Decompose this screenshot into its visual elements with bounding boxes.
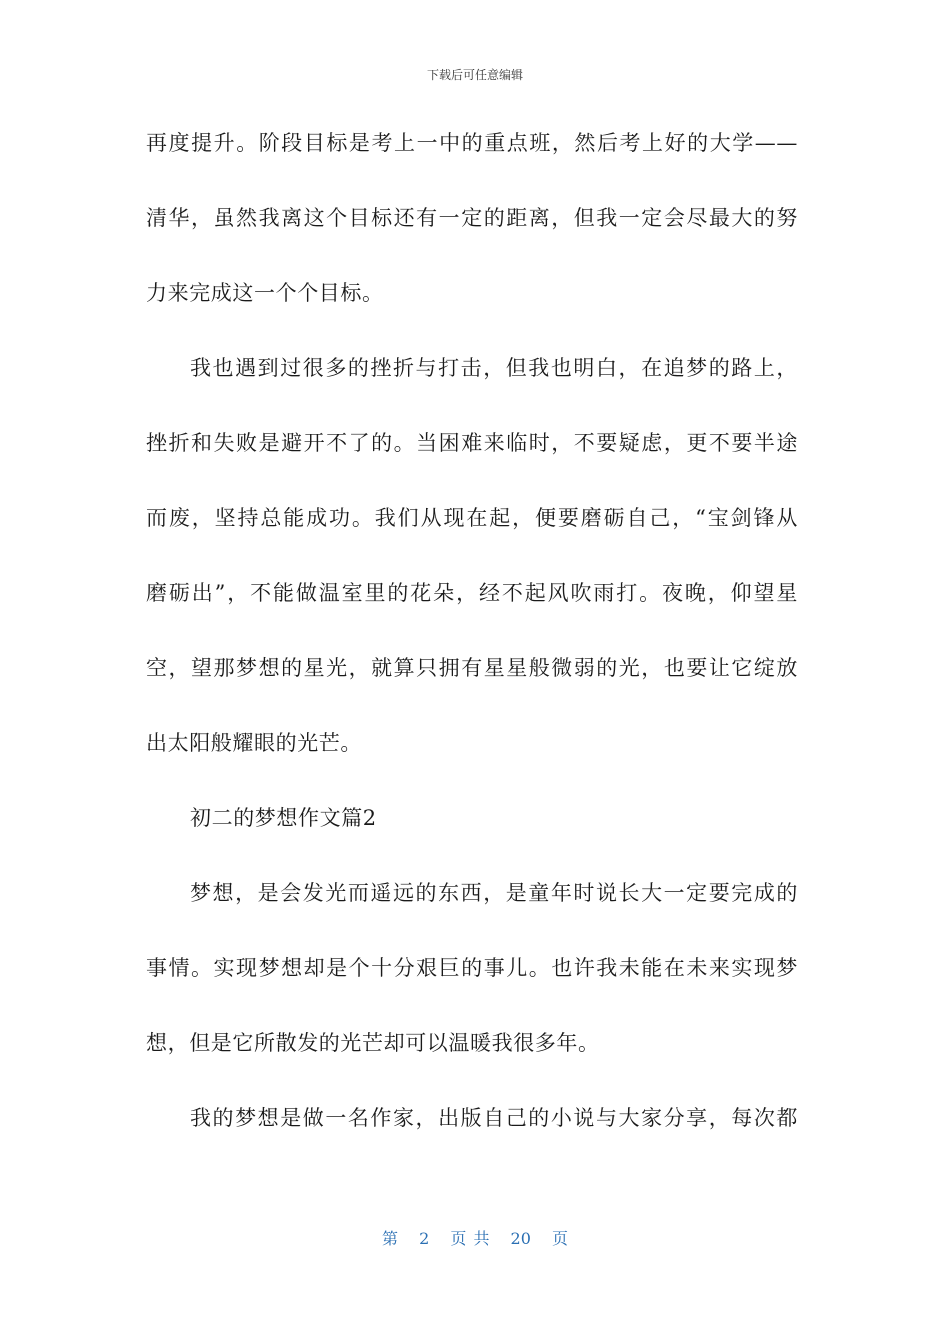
text-line: 空，望那梦想的星光，就算只拥有星星般微弱的光，也要让它绽放 [146,656,798,680]
text-line: 我也遇到过很多的挫折与打击，但我也明白，在追梦的路上， [190,356,798,380]
text-line: 想，但是它所散发的光芒却可以温暖我很多年。 [146,1031,600,1055]
text-line: 而废，坚持总能成功。我们从现在起，便要磨砺自己，“宝剑锋从 [146,506,798,530]
footer-total-pages: 20 [510,1229,531,1248]
page-header: 下载后可任意编辑 [426,68,523,82]
text-line: 梦想，是会发光而遥远的东西，是童年时说长大一定要完成的 [190,881,798,905]
text-line: 事情。实现梦想却是个十分艰巨的事儿。也许我未能在未来实现梦 [146,956,798,980]
text-line: 出太阳般耀眼的光芒。 [146,731,362,755]
page-footer [0,1226,950,1249]
footer-ye: 页 [552,1229,569,1248]
footer-page-number: 2 [419,1229,430,1248]
text-line: 挫折和失败是避开不了的。当困难来临时，不要疑虑，更不要半途 [146,431,798,455]
text-line: 力来完成这一个个目标。 [146,281,384,305]
text-line: 磨砺出”，不能做温室里的花朵，经不起风吹雨打。夜晚，仰望星 [146,581,798,605]
text-line: 我的梦想是做一名作家，出版自己的小说与大家分享，每次都 [190,1106,798,1130]
section-heading: 初二的梦想作文篇2 [190,806,377,830]
footer-di: 第 [381,1229,398,1248]
footer-ye-gong: 页 共 [450,1229,490,1248]
document-body [146,118,798,1168]
text-line: 再度提升。阶段目标是考上一中的重点班，然后考上好的大学—— [146,131,798,155]
text-line: 清华，虽然我离这个目标还有一定的距离，但我一定会尽最大的努 [146,206,798,230]
